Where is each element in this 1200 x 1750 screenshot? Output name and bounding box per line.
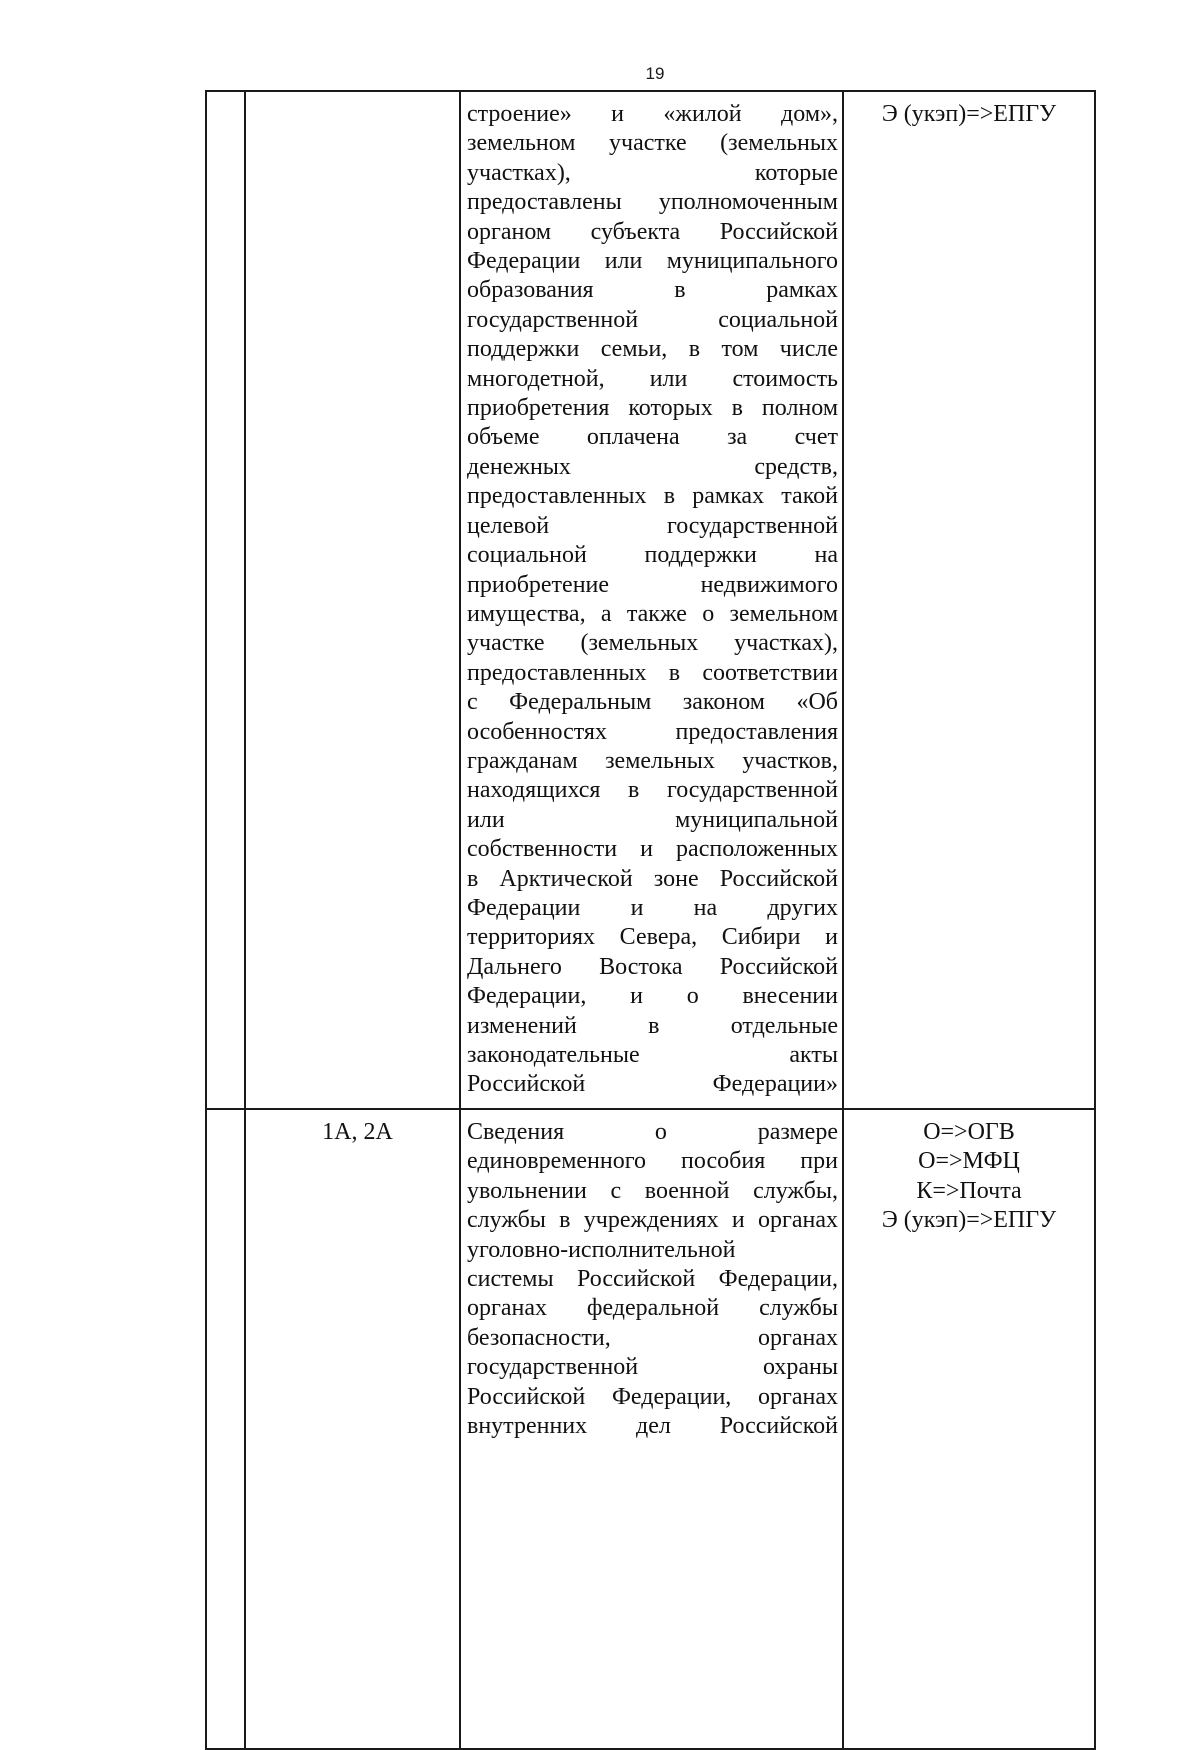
description-text	[461, 1110, 842, 1441]
description-line: Федерации, и о внесении	[467, 983, 838, 1010]
description-line: безопасности, органах	[467, 1324, 838, 1351]
description-line: находящихся в государственной	[467, 777, 838, 804]
description-line: внутренних дел Российской	[467, 1413, 838, 1440]
description-cell	[460, 91, 843, 1109]
submission-methods	[844, 92, 1094, 129]
description-line: государственной социальной	[467, 306, 838, 333]
description-line: участках), которые	[467, 159, 838, 186]
description-line: строение» и «жилой дом»,	[467, 101, 838, 127]
description-line: службы в учреждениях и органах	[467, 1207, 838, 1234]
method-line: О=>ОГВ	[923, 1119, 1015, 1145]
description-line: органом субъекта Российской	[467, 218, 838, 245]
method-line: К=>Почта	[916, 1177, 1022, 1204]
description-line: увольнении с военной службы,	[467, 1177, 838, 1204]
description-line: образования в рамках	[467, 277, 838, 304]
description-line: особенностях предоставления	[467, 718, 838, 745]
method-line: О=>МФЦ	[918, 1148, 1020, 1175]
description-line: земельном участке (земельных	[467, 130, 838, 157]
description-line: участке (земельных участках),	[467, 630, 838, 657]
description-line: собственности и расположенных	[467, 836, 838, 863]
row-code	[246, 92, 459, 100]
description-line: Российской Федерации, органах	[467, 1383, 838, 1410]
description-text	[461, 92, 842, 1100]
method-line: Э (укэп)=>ЕПГУ	[881, 1207, 1057, 1234]
table-row	[206, 1109, 1095, 1749]
description-line: Федерации и на других	[467, 894, 838, 921]
description-line: поддержки семьи, в том числе	[467, 336, 838, 363]
description-line: или муниципальной	[467, 806, 838, 833]
methods-cell	[843, 1109, 1095, 1749]
description-cell	[460, 1109, 843, 1749]
description-line: социальной поддержки на	[467, 542, 838, 569]
description-line: с Федеральным законом «Об	[467, 689, 838, 716]
services-table	[205, 90, 1096, 1750]
empty-cell	[206, 91, 245, 1109]
methods-cell	[843, 91, 1095, 1109]
description-line: предоставлены уполномоченным	[467, 189, 838, 216]
description-line: предоставленных в соответствии	[467, 659, 838, 686]
description-line: денежных средств,	[467, 453, 838, 480]
code-cell	[245, 91, 460, 1109]
description-line: Дальнего Востока Российской	[467, 953, 838, 980]
description-line: Российской Федерации»	[467, 1071, 838, 1098]
description-line: законодательные акты	[467, 1042, 838, 1068]
description-line: имущества, а также о земельном	[467, 600, 838, 627]
description-line: приобретения которых в полном	[467, 395, 838, 422]
description-line: территориях Севера, Сибири и	[467, 924, 838, 951]
description-line: единовременного пособия при	[467, 1148, 838, 1175]
description-line: приобретение недвижимого	[467, 571, 838, 598]
row-code: 1А, 2А	[322, 1119, 393, 1145]
description-line: целевой государственной	[467, 512, 838, 539]
table-row	[206, 91, 1095, 1109]
description-line: многодетной, или стоимость	[467, 365, 838, 392]
description-line: гражданам земельных участков,	[467, 747, 838, 774]
description-line: системы Российской Федерации,	[467, 1266, 838, 1293]
description-line: предоставленных в рамках такой	[467, 483, 838, 510]
empty-cell	[206, 1109, 245, 1749]
description-line: органах федеральной службы	[467, 1295, 838, 1322]
submission-methods	[844, 1110, 1094, 1236]
method-line: Э (укэп)=>ЕПГУ	[881, 101, 1057, 127]
description-line: Федерации или муниципального	[467, 248, 838, 275]
description-line: уголовно-исполнительной	[467, 1236, 736, 1263]
description-line: изменений в отдельные	[467, 1012, 838, 1039]
description-line: объеме оплачена за счет	[467, 424, 838, 451]
page-number: 19	[645, 64, 665, 83]
description-line: Сведения о размере	[467, 1119, 838, 1145]
description-line: государственной охраны	[467, 1354, 838, 1381]
code-cell	[245, 1109, 460, 1749]
description-line: в Арктической зоне Российской	[467, 865, 838, 892]
